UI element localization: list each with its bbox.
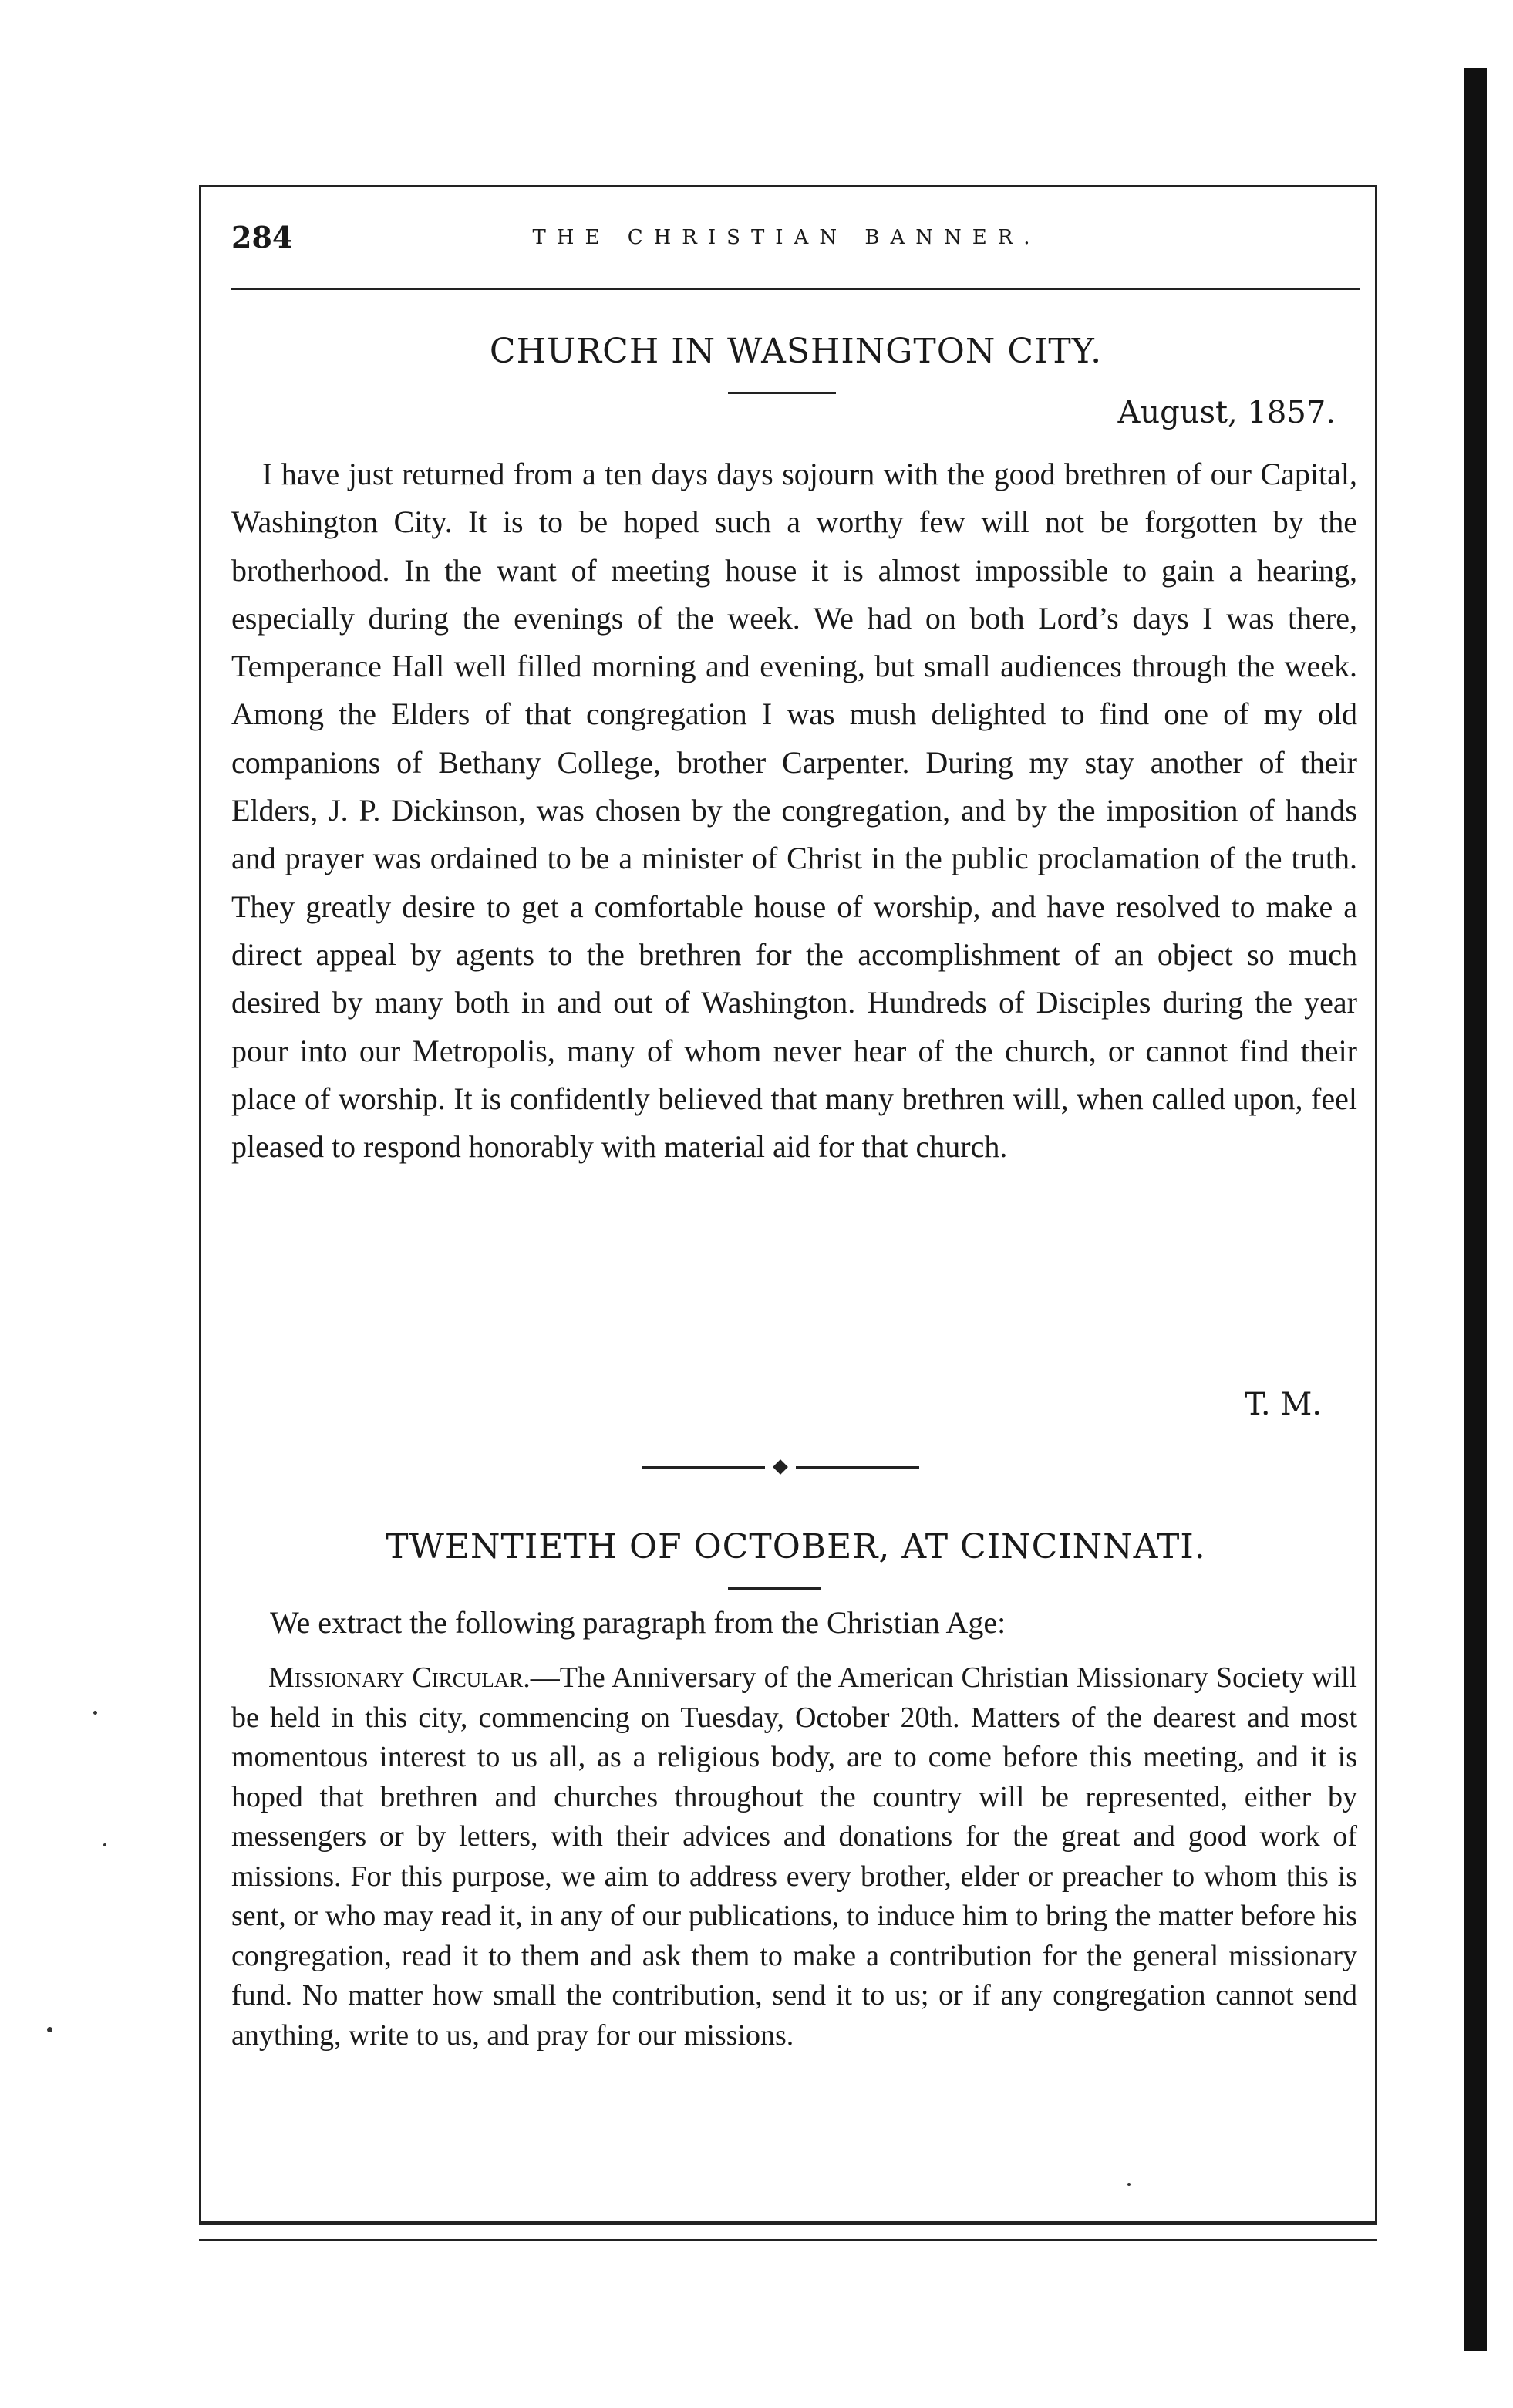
article-dateline: August, 1857. [1117,395,1336,430]
title-underline-rule [728,392,836,394]
page-bottom-rule [199,2239,1377,2241]
article-title-church-washington: CHURCH IN WASHINGTON CITY. [489,332,1103,371]
journal-title: THE CHRISTIAN BANNER. [532,226,1041,249]
circular-body: —The Anniversary of the American Christian Missionary Society will be held in this city, commencing on Tuesday, October 20th. Matters of the dearest and most momentous interest to us all, as a religious body, are to come before this meeting, and it is hoped that brethren and churches throughout the country will be represented, either by messengers or by letters, with their advices and donations for the great and good work of missions. For this purpose, we aim to address every brother, elder or preacher to whom this is sent, or who may read it, in any of our publications, to induce him to bring the matter before his congregation, read it to them and ask them to make a contribution for the general missionary fund. No matter how small the contribution, send it to us; or if any congregation cannot send anything, write to us, and pray for our missions. [231,1661,1357,2052]
circular-lead-caps: Missionary Circular. [268,1661,531,1694]
print-speck [93,1711,97,1715]
page-edge-shadow [1464,68,1487,2351]
article-intro: We extract the following paragraph from the Christian Age: [270,1605,1006,1640]
header-rule [231,288,1360,290]
print-speck [103,1843,106,1846]
print-speck [1127,2183,1131,2186]
section-divider-ornament [642,1459,919,1475]
quoted-circular [231,1658,1357,2056]
print-speck [47,2027,52,2032]
article-body-church-washington [231,450,1357,1171]
page-number: 284 [231,220,293,255]
article-title-twentieth-october: TWENTIETH OF OCTOBER, AT CINCINNATI. [386,1527,1206,1567]
running-head [231,220,1357,266]
title-underline-rule [728,1587,821,1590]
article-paragraph: I have just returned from a ten days days sojourn with the good brethren of our Capital, Washington City. It is to be hoped such a worthy few will not be forgotten by the brotherhood. In the want of meeting house it is almost impossible to gain a hearing, especially during the evenings of the week. We had on both Lord’s days I was there, Temperance Hall well filled morning and evening, but small audiences through the week. Among the Elders of that congregation I was mush delighted to find one of my old companions of Bethany College, brother Carpenter. During my stay another of their Elders, J. P. Dickinson, was chosen by the congregation, and by the imposition of hands and prayer was ordained to be a minister of Christ in the public proclamation of the truth. They greatly desire to get a comfortable house of worship, and have resolved to make a direct appeal by agents to the brethren for the accomplishment of an object so much desired by many both in and out of Washington. Hundreds of Disciples during the year pour into our Metropolis, many of whom never hear of the church, or cannot find their place of worship. It is confidently believed that many brethren will, when called upon, feel pleased to respond honorably with material aid for that church. [231,457,1357,1165]
article-signature: T. M. [1245,1387,1322,1422]
quoted-paragraph [231,1658,1357,2056]
